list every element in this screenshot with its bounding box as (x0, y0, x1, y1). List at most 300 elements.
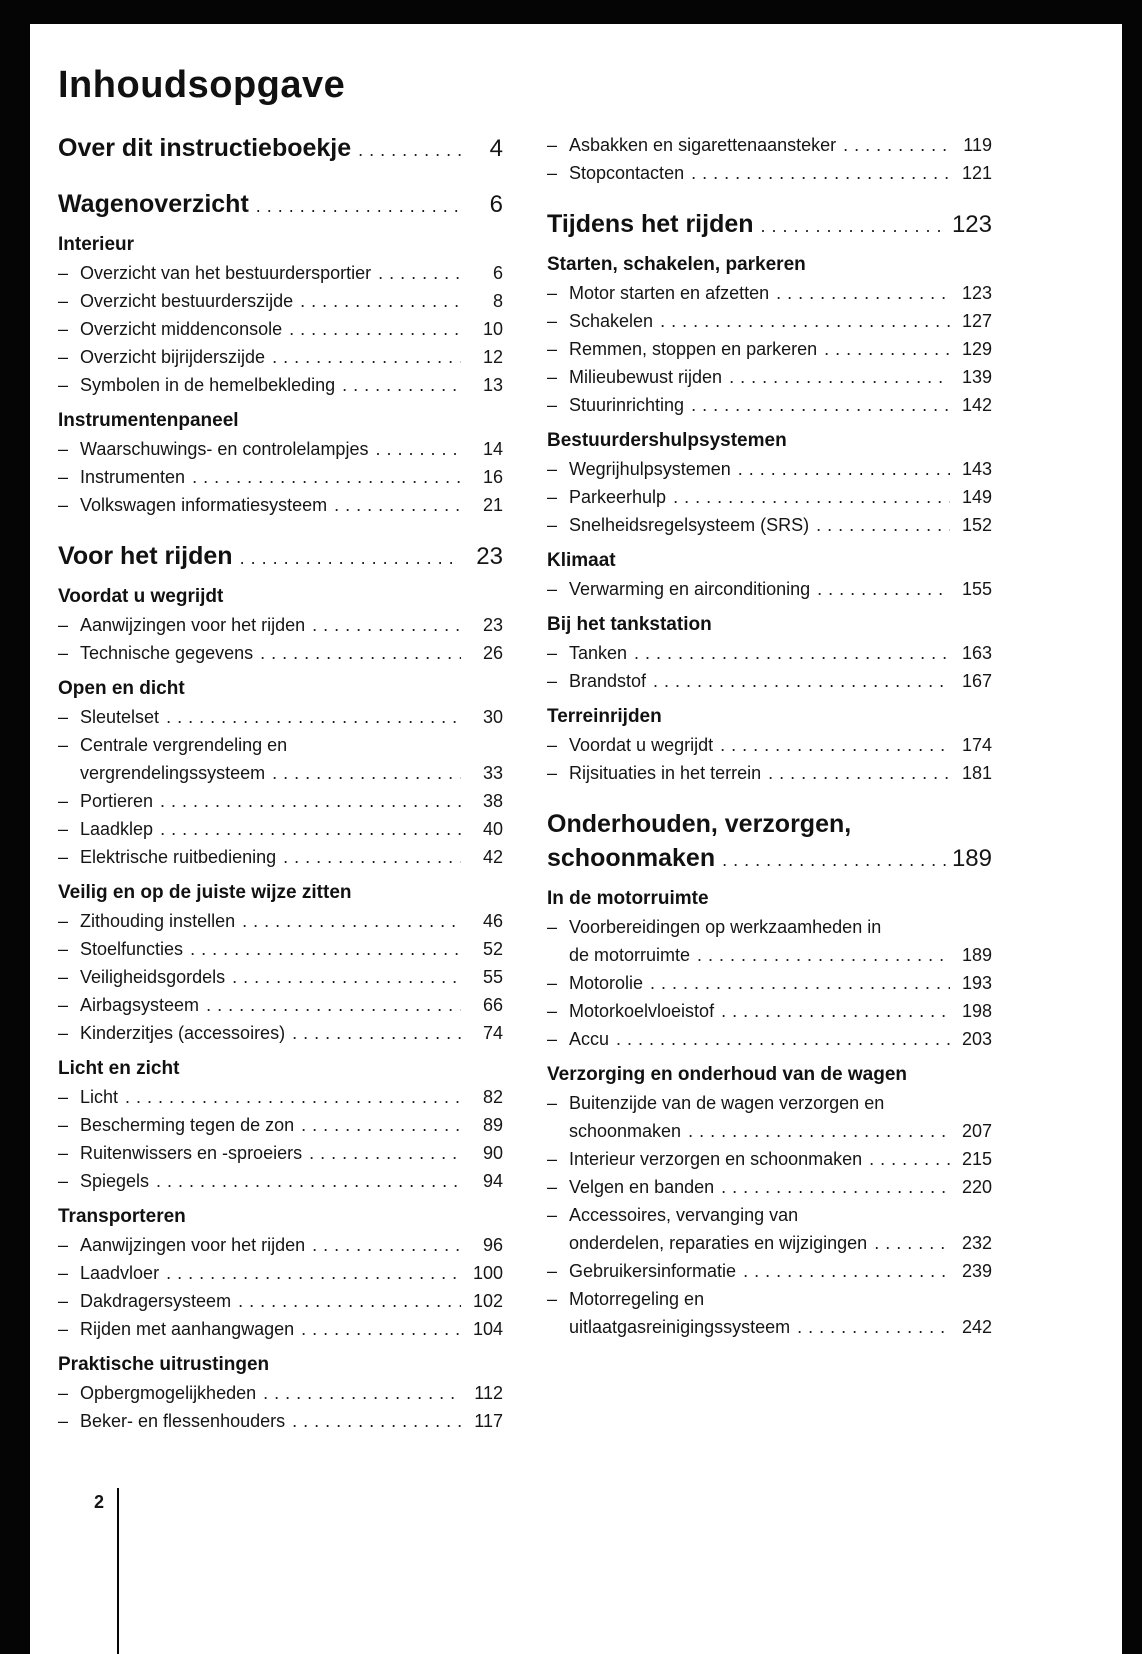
entry-last-line (569, 307, 992, 335)
dash-bullet: – (547, 1149, 558, 1169)
dot-leader (797, 1313, 950, 1341)
entry-text: Asbakken en sigarettenaansteker (569, 135, 837, 155)
dot-leader (289, 315, 461, 343)
entry-text: Remmen, stoppen en parkeren (569, 339, 818, 359)
toc-entry (58, 1379, 503, 1407)
entry-body (569, 1173, 992, 1201)
entry-page-number: 119 (963, 135, 992, 155)
entry-body (80, 287, 503, 315)
entry-page-number: 23 (476, 543, 503, 570)
entry-body (80, 371, 503, 399)
dot-leader (874, 1229, 950, 1257)
entry-page-number: 112 (474, 1383, 503, 1403)
toc-entry (547, 759, 992, 787)
entry-page-number: 6 (492, 263, 503, 283)
entry-page-number: 13 (482, 375, 503, 395)
entry-body (569, 1257, 992, 1285)
dot-leader (160, 815, 461, 843)
dash-bullet: – (547, 1093, 558, 1113)
entry-page-number: 89 (482, 1115, 503, 1135)
entry-last-line (58, 539, 503, 575)
entry-page-number: 94 (482, 1171, 503, 1191)
dash-bullet: – (58, 467, 69, 487)
entry-page-number: 232 (961, 1233, 992, 1253)
entry-last-line (80, 1407, 503, 1435)
dot-leader (375, 435, 461, 463)
entry-page-number: 203 (961, 1029, 992, 1049)
entry-body (569, 307, 992, 335)
entry-page-number: 102 (472, 1291, 503, 1311)
page-border-right (1122, 0, 1142, 1654)
dot-leader (869, 1145, 950, 1173)
entry-last-line (569, 131, 992, 159)
dot-leader (292, 1019, 461, 1047)
dot-leader (761, 207, 946, 243)
dot-leader (240, 539, 461, 575)
toc-entry (58, 815, 503, 843)
toc-entry (58, 963, 503, 991)
dash-bullet: – (547, 395, 558, 415)
toc-entry (58, 315, 503, 343)
dot-leader (260, 639, 461, 667)
entry-text: Laadvloer (80, 1263, 160, 1283)
entry-text: Elektrische ruitbediening (80, 847, 277, 867)
entry-body (569, 159, 992, 187)
entry-text: Zithouding instellen (80, 911, 236, 931)
entry-text: onderdelen, reparaties en wijzigingen (569, 1233, 868, 1253)
toc-entry (58, 435, 503, 463)
entry-text: schoonmaken (547, 844, 716, 872)
dash-bullet: – (58, 1143, 69, 1163)
dash-bullet: – (547, 135, 558, 155)
entry-page-number: 220 (961, 1177, 992, 1197)
dot-leader (616, 1025, 950, 1053)
toc-entry (58, 343, 503, 371)
entry-text: Accessoires, vervanging van (569, 1205, 799, 1225)
entry-page-number: 142 (961, 395, 992, 415)
entry-last-line (569, 279, 992, 307)
toc-entry (58, 907, 503, 935)
entry-text: Symbolen in de hemelbekleding (80, 375, 336, 395)
toc-subheading: Verzorging en onderhoud van de wagen (547, 1064, 907, 1085)
entry-page-number: 189 (951, 845, 992, 872)
entry-text: uitlaatgasreinigingssysteem (569, 1317, 791, 1337)
dot-leader (300, 287, 461, 315)
entry-last-line (80, 991, 503, 1019)
entry-text: Dakdragersysteem (80, 1291, 232, 1311)
toc-subheading: Instrumentenpaneel (58, 410, 239, 431)
dot-leader (653, 667, 950, 695)
entry-page-number: 174 (961, 735, 992, 755)
entry-page-number: 26 (482, 643, 503, 663)
entry-body (569, 1201, 992, 1257)
entry-last-line (569, 1145, 992, 1173)
toc-entry (58, 639, 503, 667)
toc-entry (547, 667, 992, 695)
toc-entry (547, 1285, 992, 1341)
dash-bullet: – (547, 367, 558, 387)
entry-body (80, 935, 503, 963)
entry-page-number: 10 (482, 319, 503, 339)
entry-body (80, 435, 503, 463)
toc-entry (547, 575, 992, 603)
dash-bullet: – (58, 819, 69, 839)
dot-leader (312, 1231, 461, 1259)
dash-bullet: – (547, 917, 558, 937)
entry-page-number: 46 (482, 911, 503, 931)
dash-bullet: – (58, 319, 69, 339)
dash-bullet: – (58, 791, 69, 811)
dot-leader (634, 639, 950, 667)
entry-body (80, 491, 503, 519)
dot-leader (650, 969, 950, 997)
toc-column-1 (58, 131, 503, 1435)
entry-last-line (80, 703, 503, 731)
dash-bullet: – (547, 1205, 558, 1225)
entry-text: schoonmaken (569, 1121, 682, 1141)
entry-body (80, 703, 503, 731)
entry-last-line (80, 815, 503, 843)
entry-last-line (569, 667, 992, 695)
dot-leader (816, 511, 950, 539)
dash-bullet: – (58, 643, 69, 663)
entry-body (80, 1259, 503, 1287)
entry-text: Tanken (569, 643, 628, 663)
dash-bullet: – (58, 1115, 69, 1135)
entry-text: Spiegels (80, 1171, 150, 1191)
dot-leader (309, 1139, 461, 1167)
entry-page-number: 16 (482, 467, 503, 487)
dot-leader (263, 1379, 461, 1407)
dot-leader (720, 731, 950, 759)
dash-bullet: – (58, 1023, 69, 1043)
dash-bullet: – (58, 847, 69, 867)
entry-page-number: 198 (961, 1001, 992, 1021)
entry-page-number: 6 (489, 191, 503, 218)
toc-entry (547, 335, 992, 363)
entry-page-number: 123 (961, 283, 992, 303)
entry-body (569, 511, 992, 539)
entry-page-number: 143 (961, 459, 992, 479)
toc-entry (547, 639, 992, 667)
entry-page-number: 149 (961, 487, 992, 507)
entry-last-line (80, 315, 503, 343)
entry-body (569, 1089, 992, 1145)
entry-last-line (58, 187, 503, 223)
dot-leader (843, 131, 950, 159)
dot-leader (242, 907, 461, 935)
entry-body (80, 907, 503, 935)
dot-leader (722, 841, 946, 877)
toc-entry (58, 731, 503, 787)
toc-subheading: Veilig en op de juiste wijze zitten (58, 882, 352, 903)
entry-last-line (80, 1019, 503, 1047)
toc-entry (58, 463, 503, 491)
dot-leader (768, 759, 950, 787)
dash-bullet: – (547, 735, 558, 755)
toc-subheading: Bestuurdershulpsystemen (547, 430, 787, 451)
entry-body (569, 131, 992, 159)
entry-last-line (80, 463, 503, 491)
entry-last-line (80, 935, 503, 963)
toc-entry (547, 511, 992, 539)
entry-text: Technische gegevens (80, 643, 254, 663)
dot-leader (824, 335, 950, 363)
entry-text: Ruitenwissers en -sproeiers (80, 1143, 303, 1163)
entry-text: Wegrijhulpsystemen (569, 459, 731, 479)
entry-text: Over dit instructieboekje (58, 134, 352, 162)
entry-last-line (80, 1287, 503, 1315)
dash-bullet: – (58, 375, 69, 395)
entry-text: Brandstof (569, 671, 647, 691)
entry-last-line (80, 1083, 503, 1111)
dash-bullet: – (547, 579, 558, 599)
entry-last-line (80, 1379, 503, 1407)
dash-bullet: – (58, 967, 69, 987)
entry-page-number: 167 (961, 671, 992, 691)
entry-body (80, 843, 503, 871)
entry-body (569, 997, 992, 1025)
entry-last-line (569, 1025, 992, 1053)
entry-body (80, 963, 503, 991)
dash-bullet: – (547, 1001, 558, 1021)
entry-body (80, 1287, 503, 1315)
entry-page-number: 82 (482, 1087, 503, 1107)
dot-leader (256, 187, 461, 223)
entry-page-number: 189 (961, 945, 992, 965)
entry-text: Motorkoelvloeistof (569, 1001, 715, 1021)
entry-last-line (80, 1167, 503, 1195)
dash-bullet: – (58, 495, 69, 515)
toc-subheading: Starten, schakelen, parkeren (547, 254, 806, 275)
toc-chapter-entry (547, 807, 992, 877)
toc-entry (547, 159, 992, 187)
dot-leader (776, 279, 950, 307)
toc-entry (58, 1315, 503, 1343)
toc-chapter-entry (58, 187, 503, 223)
toc-entry (58, 703, 503, 731)
entry-text: Stuurinrichting (569, 395, 685, 415)
dash-bullet: – (58, 1291, 69, 1311)
entry-text: Overzicht bijrijderszijde (80, 347, 266, 367)
entry-page-number: 242 (961, 1317, 992, 1337)
entry-last-line (80, 787, 503, 815)
footer-rule (117, 1488, 119, 1654)
toc-entry (58, 1139, 503, 1167)
dash-bullet: – (547, 311, 558, 331)
entry-page-number: 129 (961, 339, 992, 359)
entry-text: Volkswagen informatiesysteem (80, 495, 328, 515)
dash-bullet: – (547, 643, 558, 663)
toc-subheading: Transporteren (58, 1206, 186, 1227)
entry-page-number: 33 (482, 763, 503, 783)
entry-body (569, 667, 992, 695)
entry-page-number: 90 (482, 1143, 503, 1163)
entry-last-line (80, 759, 503, 787)
entry-last-line (569, 1257, 992, 1285)
entry-page-number: 193 (961, 973, 992, 993)
dash-bullet: – (58, 291, 69, 311)
entry-body (80, 787, 503, 815)
dot-leader (301, 1315, 461, 1343)
dot-leader (358, 131, 461, 167)
entry-last-line (569, 455, 992, 483)
page-border-top (0, 0, 1142, 24)
entry-last-line (569, 1173, 992, 1201)
entry-page-number: 55 (482, 967, 503, 987)
dot-leader (312, 611, 461, 639)
dot-leader (160, 787, 461, 815)
entry-text: Licht (80, 1087, 119, 1107)
entry-last-line (80, 287, 503, 315)
toc-entry (58, 371, 503, 399)
entry-last-line (569, 639, 992, 667)
toc-entry (547, 307, 992, 335)
toc-entry (58, 991, 503, 1019)
entry-body (569, 913, 992, 969)
entry-last-line (80, 491, 503, 519)
entry-text: Schakelen (569, 311, 654, 331)
dot-leader (232, 963, 461, 991)
page-content (58, 24, 992, 1435)
entry-page-number: 8 (492, 291, 503, 311)
dash-bullet: – (58, 1171, 69, 1191)
dot-leader (272, 343, 461, 371)
toc-entry (547, 1257, 992, 1285)
dot-leader (691, 391, 950, 419)
toc-subheading: Interieur (58, 234, 135, 255)
entry-last-line (80, 639, 503, 667)
toc-subheading: Voordat u wegrijdt (58, 586, 224, 607)
entry-body (80, 639, 503, 667)
toc-entry (547, 1173, 992, 1201)
entry-text: Veiligheidsgordels (80, 967, 226, 987)
entry-body (569, 731, 992, 759)
entry-text: Parkeerhulp (569, 487, 667, 507)
entry-last-line (569, 159, 992, 187)
entry-last-line (80, 1139, 503, 1167)
toc-entry (58, 935, 503, 963)
entry-page-number: 74 (482, 1023, 503, 1043)
entry-body (569, 335, 992, 363)
entry-page-number: 155 (961, 579, 992, 599)
entry-body (569, 969, 992, 997)
toc-column-2 (547, 131, 992, 1435)
entry-text: Centrale vergrendeling en (80, 735, 288, 755)
entry-last-line (58, 131, 503, 167)
entry-body (80, 611, 503, 639)
entry-last-line (547, 207, 992, 243)
entry-text: Accu (569, 1029, 610, 1049)
toc-entry (547, 455, 992, 483)
entry-text: Portieren (80, 791, 154, 811)
entry-page-number: 96 (482, 1235, 503, 1255)
entry-text: Voorbereidingen op werkzaamheden in (569, 917, 882, 937)
toc-entry (547, 913, 992, 969)
toc-entry (547, 131, 992, 159)
toc-entry (58, 491, 503, 519)
entry-body (80, 315, 503, 343)
dot-leader (192, 463, 461, 491)
entry-body (569, 1145, 992, 1173)
entry-text: Gebruikersinformatie (569, 1261, 737, 1281)
entry-page-number: 21 (482, 495, 503, 515)
toc-entry (58, 259, 503, 287)
entry-text: Onderhouden, verzorgen, (547, 810, 852, 838)
entry-page-number: 40 (482, 819, 503, 839)
toc-entry (547, 279, 992, 307)
entry-last-line (569, 511, 992, 539)
entry-last-line (569, 391, 992, 419)
entry-last-line (569, 1229, 992, 1257)
entry-last-line (80, 259, 503, 287)
toc-chapter-entry (547, 207, 992, 243)
entry-text: vergrendelingssysteem (80, 763, 266, 783)
entry-text: Verwarming en airconditioning (569, 579, 811, 599)
toc-entry (58, 1287, 503, 1315)
entry-page-number: 207 (961, 1121, 992, 1141)
dash-bullet: – (58, 1087, 69, 1107)
entry-text: Overzicht bestuurderszijde (80, 291, 294, 311)
dash-bullet: – (547, 283, 558, 303)
entry-text: Overzicht middenconsole (80, 319, 283, 339)
entry-last-line (80, 343, 503, 371)
toc-subheading: Praktische uitrustingen (58, 1354, 270, 1375)
entry-page-number: 239 (961, 1261, 992, 1281)
dash-bullet: – (547, 339, 558, 359)
toc-entry (58, 1259, 503, 1287)
toc-entry (547, 1201, 992, 1257)
dash-bullet: – (58, 263, 69, 283)
entry-body (569, 1285, 992, 1341)
toc-chapter-entry (58, 131, 503, 167)
toc-entry (58, 1111, 503, 1139)
entry-body (569, 363, 992, 391)
entry-last-line (569, 1313, 992, 1341)
dot-leader (301, 1111, 461, 1139)
dash-bullet: – (58, 1411, 69, 1431)
entry-page-number: 139 (961, 367, 992, 387)
dot-leader (166, 1259, 461, 1287)
entry-last-line (80, 843, 503, 871)
entry-body (569, 639, 992, 667)
entry-body (80, 731, 503, 787)
dash-bullet: – (547, 763, 558, 783)
entry-text: de motorruimte (569, 945, 691, 965)
entry-text: Snelheidsregelsysteem (SRS) (569, 515, 810, 535)
entry-page-number: 12 (482, 347, 503, 367)
toc-entry (547, 997, 992, 1025)
dot-leader (190, 935, 461, 963)
toc-entry (547, 731, 992, 759)
entry-text: Opbergmogelijkheden (80, 1383, 257, 1403)
toc-subheading: Open en dicht (58, 678, 185, 699)
entry-text: Motorolie (569, 973, 644, 993)
entry-body (569, 759, 992, 787)
entry-last-line (80, 1315, 503, 1343)
entry-last-line (80, 371, 503, 399)
dash-bullet: – (547, 163, 558, 183)
entry-text: Aanwijzingen voor het rijden (80, 1235, 306, 1255)
entry-body (80, 1139, 503, 1167)
entry-text: Rijden met aanhangwagen (80, 1319, 295, 1339)
entry-body (80, 1231, 503, 1259)
entry-page-number: 117 (474, 1411, 503, 1431)
entry-text: Kinderzitjes (accessoires) (80, 1023, 286, 1043)
entry-page-number: 123 (951, 211, 992, 238)
dash-bullet: – (58, 615, 69, 635)
entry-last-line (80, 1111, 503, 1139)
